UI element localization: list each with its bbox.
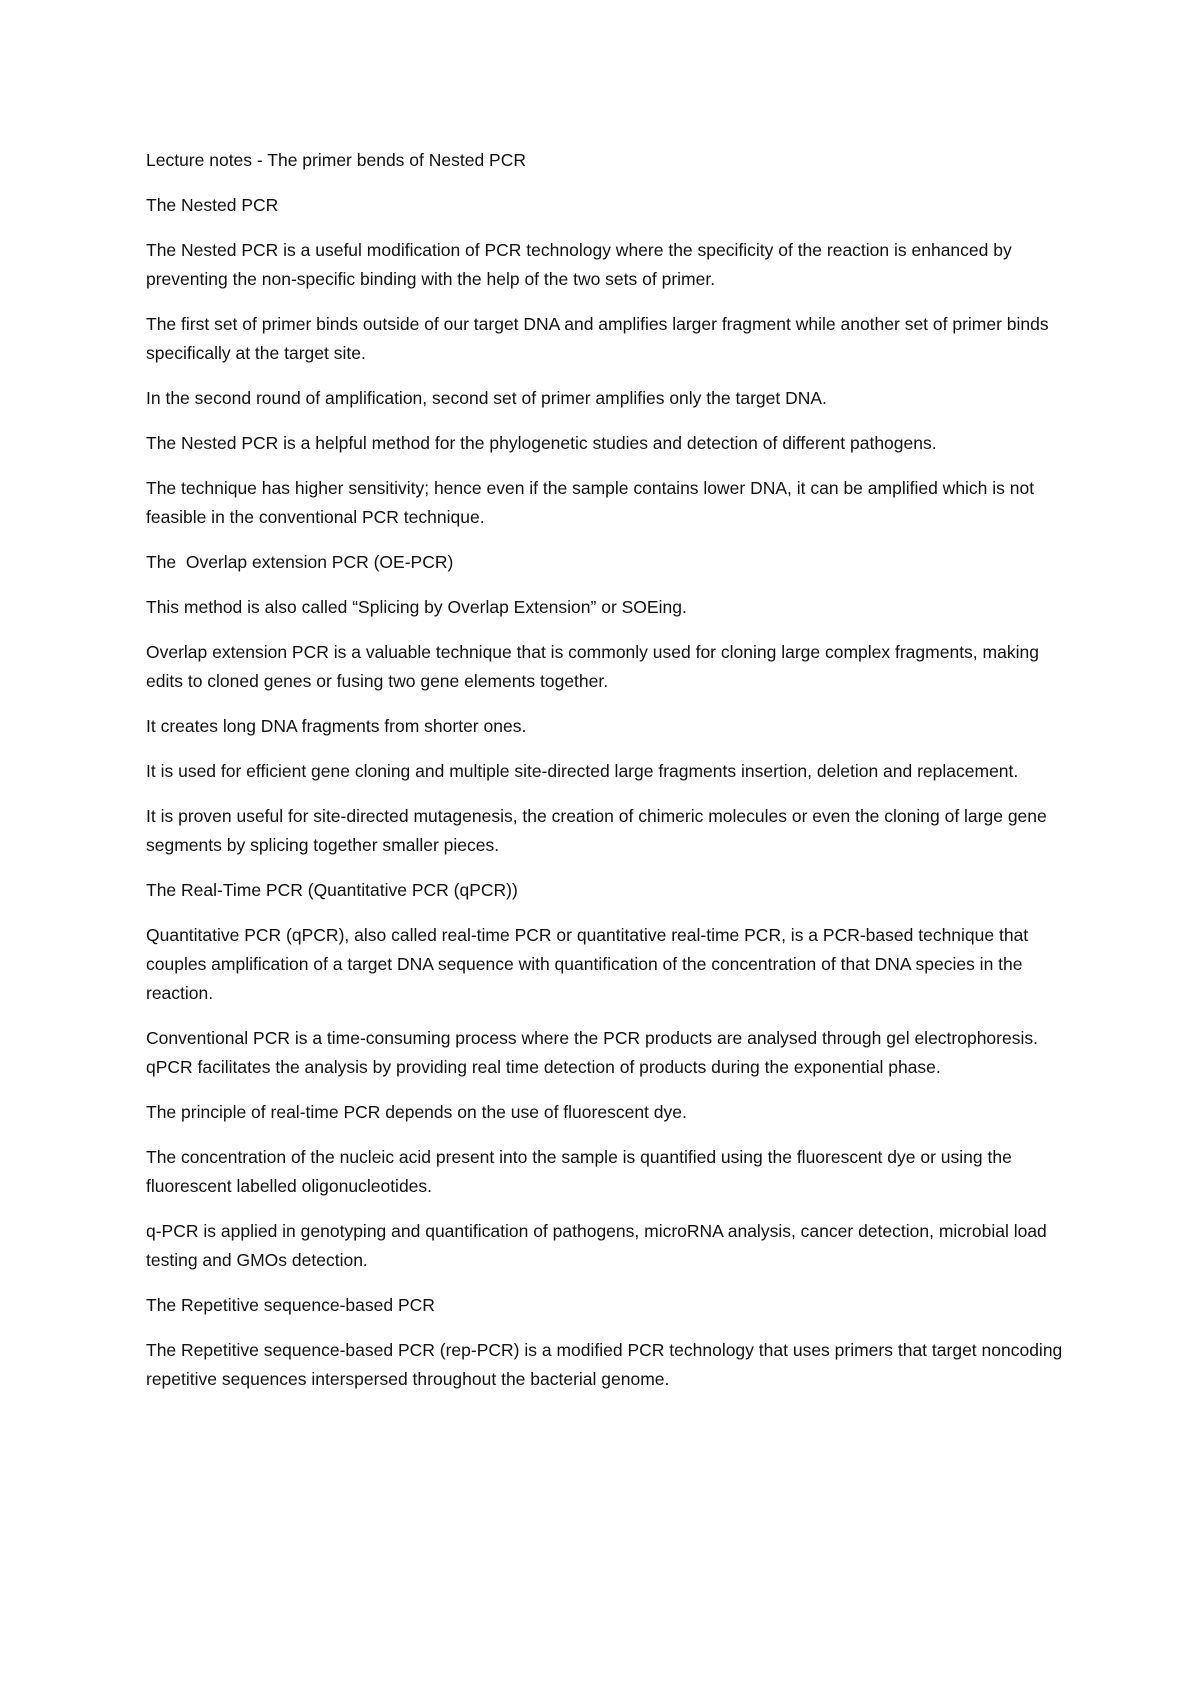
body-paragraph: The principle of real-time PCR depends on the use of fluorescent dye. (146, 1102, 687, 1122)
body-paragraph: Quantitative PCR (qPCR), also called real-time PCR or quantitative real-time PCR, is a PCR-based technique that couples amplification of a target DNA sequence with quantification of the concentration of that DNA species in the reaction. (146, 925, 1029, 1003)
section-heading-repetitive-sequence-pcr: The Repetitive sequence-based PCR (146, 1295, 435, 1315)
section-heading-nested-pcr: The Nested PCR (146, 195, 279, 215)
body-paragraph: The first set of primer binds outside of our target DNA and amplifies larger fragment while another set of primer binds specifically at the target site. (146, 314, 1049, 363)
body-paragraph: The concentration of the nucleic acid present into the sample is quantified using the fluorescent dye or using the fluorescent labelled oligonucleotides. (146, 1147, 1012, 1196)
body-paragraph: Overlap extension PCR is a valuable technique that is commonly used for cloning large complex fragments, making edits to cloned genes or fusing two gene elements together. (146, 642, 1039, 691)
body-paragraph: The Repetitive sequence-based PCR (rep-PCR) is a modified PCR technology that uses primers that target noncoding repetitive sequences interspersed throughout the bacterial genome. (146, 1340, 1063, 1389)
body-paragraph: The Nested PCR is a useful modification of PCR technology where the specificity of the reaction is enhanced by preventing the non-specific binding with the help of the two sets of primer. (146, 240, 1012, 289)
body-paragraph: The technique has higher sensitivity; hence even if the sample contains lower DNA, it can be amplified which is not feasible in the conventional PCR technique. (146, 478, 1035, 527)
body-paragraph: It is proven useful for site-directed mutagenesis, the creation of chimeric molecules or even the cloning of large gene segments by splicing together smaller pieces. (146, 806, 1047, 855)
body-paragraph: The Nested PCR is a helpful method for the phylogenetic studies and detection of different pathogens. (146, 433, 937, 453)
body-paragraph: Conventional PCR is a time-consuming process where the PCR products are analysed through gel electrophoresis. qPCR facilitates the analysis by providing real time detection of products during the exponential phase. (146, 1028, 1038, 1077)
body-paragraph: In the second round of amplification, second set of primer amplifies only the target DNA. (146, 388, 827, 408)
document-body (146, 146, 1076, 1410)
body-paragraph: q-PCR is applied in genotyping and quantification of pathogens, microRNA analysis, cancer detection, microbial load testing and GMOs detection. (146, 1221, 1047, 1270)
body-paragraph: It is used for efficient gene cloning and multiple site-directed large fragments insertion, deletion and replacement. (146, 761, 1019, 781)
section-heading-overlap-extension-pcr: The Overlap extension PCR (OE-PCR) (146, 552, 454, 572)
document-title: Lecture notes - The primer bends of Nested PCR (146, 150, 527, 170)
body-paragraph: This method is also called “Splicing by Overlap Extension” or SOEing. (146, 597, 687, 617)
body-paragraph: It creates long DNA fragments from shorter ones. (146, 716, 527, 736)
section-heading-real-time-pcr: The Real-Time PCR (Quantitative PCR (qPCR)) (146, 880, 518, 900)
